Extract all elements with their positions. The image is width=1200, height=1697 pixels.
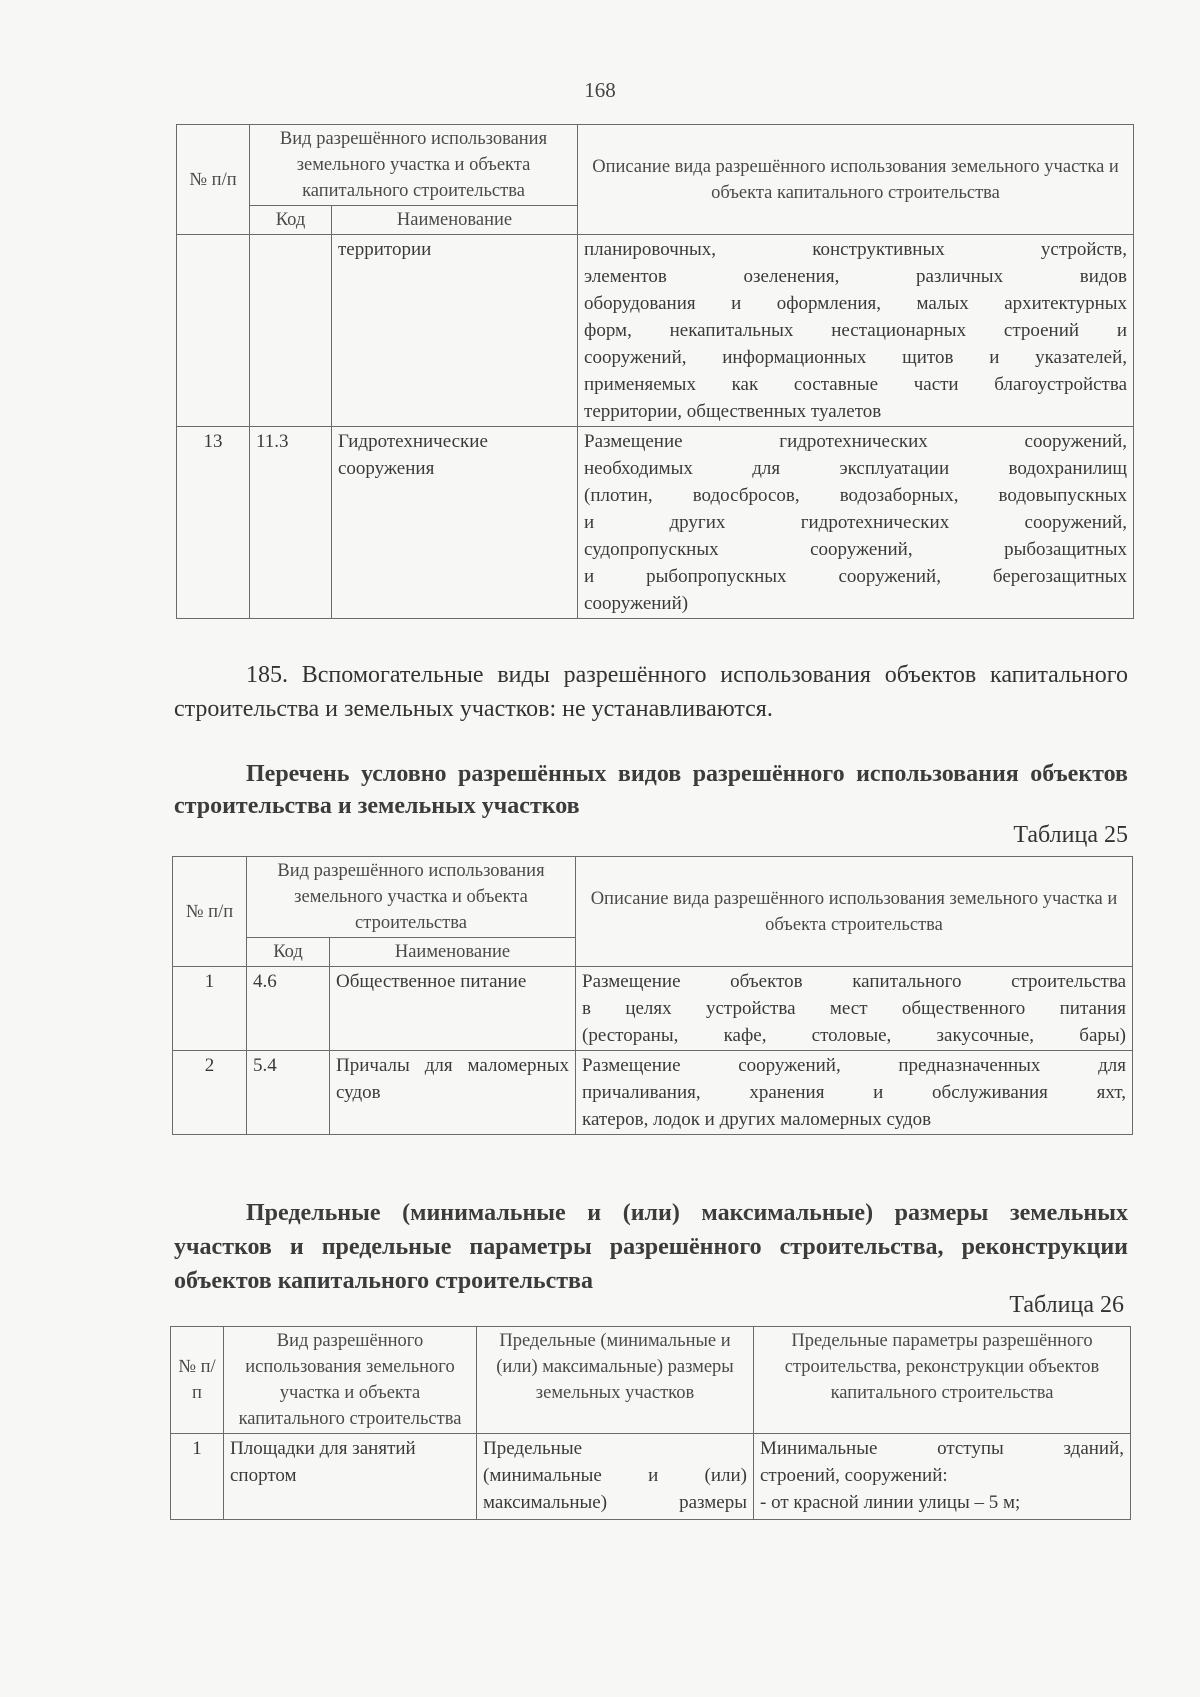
desc-line: в целях устройства мест общественного питания — [582, 998, 1126, 1019]
desc-line: территории, общественных туалетов — [584, 401, 882, 422]
row-name: Причалы для маломерных судов — [330, 1051, 576, 1135]
row-desc — [576, 1051, 1133, 1135]
desc-line: причаливания, хранения и обслуживания яхт, — [582, 1082, 1126, 1103]
row-name: территории — [332, 235, 578, 427]
table-row — [171, 1434, 1131, 1520]
params-line: - от красной линии улицы – 5 м; — [760, 1492, 1021, 1513]
table25-caption: Таблица 25 — [1013, 822, 1128, 848]
header-vid: Вид разрешённого использования земельного участка и объекта капитального строительства — [224, 1327, 477, 1434]
header-desc: Описание вида разрешённого использования земельного участка и объекта капитального строительства — [578, 125, 1134, 235]
desc-line: (рестораны, кафе, столовые, закусочные, бары) — [582, 1025, 1126, 1046]
desc-line: судопропускных сооружений, рыбозащитных — [584, 539, 1128, 560]
desc-line: сооружений, информационных щитов и указателей, — [584, 347, 1128, 368]
row-desc — [578, 427, 1134, 619]
page-number: 168 — [584, 78, 616, 102]
table-conditional-uses — [172, 856, 1133, 1135]
heading-conditional-uses: Перечень условно разрешённых видов разрешённого использования объектов строительства и земельных участков — [174, 761, 1128, 819]
header-num: № п/п — [177, 125, 250, 235]
desc-line: (плотин, водосбросов, водозаборных, водовыпускных — [584, 485, 1128, 506]
desc-line: планировочных, конструктивных устройств, — [584, 239, 1128, 260]
header-name: Наименование — [330, 938, 576, 967]
desc-line: применяемых как составные части благоустройства — [584, 374, 1128, 395]
table-row — [173, 1051, 1133, 1135]
params-line: Минимальные отступы зданий, — [760, 1438, 1124, 1459]
row-name: Общественное питание — [330, 967, 576, 1051]
row-vid: Площадки для занятий спортом — [224, 1434, 477, 1520]
table26-caption: Таблица 26 — [1009, 1292, 1124, 1318]
row-num — [177, 235, 250, 427]
header-sizes: Предельные (минимальные и (или) максимальные) размеры земельных участков — [477, 1327, 754, 1434]
sizes-line: (минимальные и (или) — [483, 1465, 747, 1486]
row-num: 13 — [177, 427, 250, 619]
sizes-line: Предельные — [483, 1438, 583, 1459]
row-code: 11.3 — [250, 427, 332, 619]
table-limits — [170, 1326, 1131, 1520]
header-vid: Вид разрешённого использования земельного участка и объекта строительства — [247, 857, 576, 938]
row-sizes — [477, 1434, 754, 1520]
row-code: 5.4 — [247, 1051, 330, 1135]
header-kod: Код — [247, 938, 330, 967]
row-desc — [576, 967, 1133, 1051]
table-permitted-uses — [176, 124, 1134, 619]
header-name: Наименование — [332, 206, 578, 235]
desc-line: сооружений) — [584, 593, 689, 614]
desc-line: катеров, лодок и других маломерных судов — [582, 1109, 932, 1130]
row-num: 1 — [173, 967, 247, 1051]
paragraph-185: 185. Вспомогательные виды разрешённого использования объектов капитального строительства и земельных участков: не устанавливаются. — [174, 662, 1128, 722]
row-code: 4.6 — [247, 967, 330, 1051]
table-row — [177, 235, 1134, 427]
row-num: 2 — [173, 1051, 247, 1135]
row-desc — [578, 235, 1134, 427]
desc-line: форм, некапитальных нестационарных строений и — [584, 320, 1128, 341]
desc-line: оборудования и оформления, малых архитектурных — [584, 293, 1128, 314]
sizes-line: максимальные) размеры — [483, 1492, 747, 1513]
header-num: № п/п — [173, 857, 247, 967]
row-name: Гидротехнические сооружения — [332, 427, 578, 619]
row-params — [754, 1434, 1131, 1520]
desc-line: Размещение сооружений, предназначенных для — [582, 1055, 1126, 1076]
header-params: Предельные параметры разрешённого строительства, реконструкции объектов капитального строительства — [754, 1327, 1131, 1434]
header-num: № п/п — [171, 1327, 224, 1434]
header-kod: Код — [250, 206, 332, 235]
desc-line: Размещение гидротехнических сооружений, — [584, 431, 1128, 452]
table-row — [173, 967, 1133, 1051]
heading-limits: Предельные (минимальные и (или) максимальные) размеры земельных участков и предельные параметры разрешённого строительства, реконструкции объектов капитального строительства — [174, 1200, 1128, 1294]
header-vid: Вид разрешённого использования земельного участка и объекта капитального строительства — [250, 125, 578, 206]
table-row — [177, 427, 1134, 619]
desc-line: и других гидротехнических сооружений, — [584, 512, 1128, 533]
row-num: 1 — [171, 1434, 224, 1520]
header-desc: Описание вида разрешённого использования земельного участка и объекта строительства — [576, 857, 1133, 967]
desc-line: Размещение объектов капитального строительства — [582, 971, 1126, 992]
row-code — [250, 235, 332, 427]
params-line: строений, сооружений: — [760, 1465, 948, 1486]
desc-line: необходимых для эксплуатации водохранилищ — [584, 458, 1128, 479]
desc-line: и рыбопропускных сооружений, берегозащитных — [584, 566, 1128, 587]
desc-line: элементов озеленения, различных видов — [584, 266, 1128, 287]
